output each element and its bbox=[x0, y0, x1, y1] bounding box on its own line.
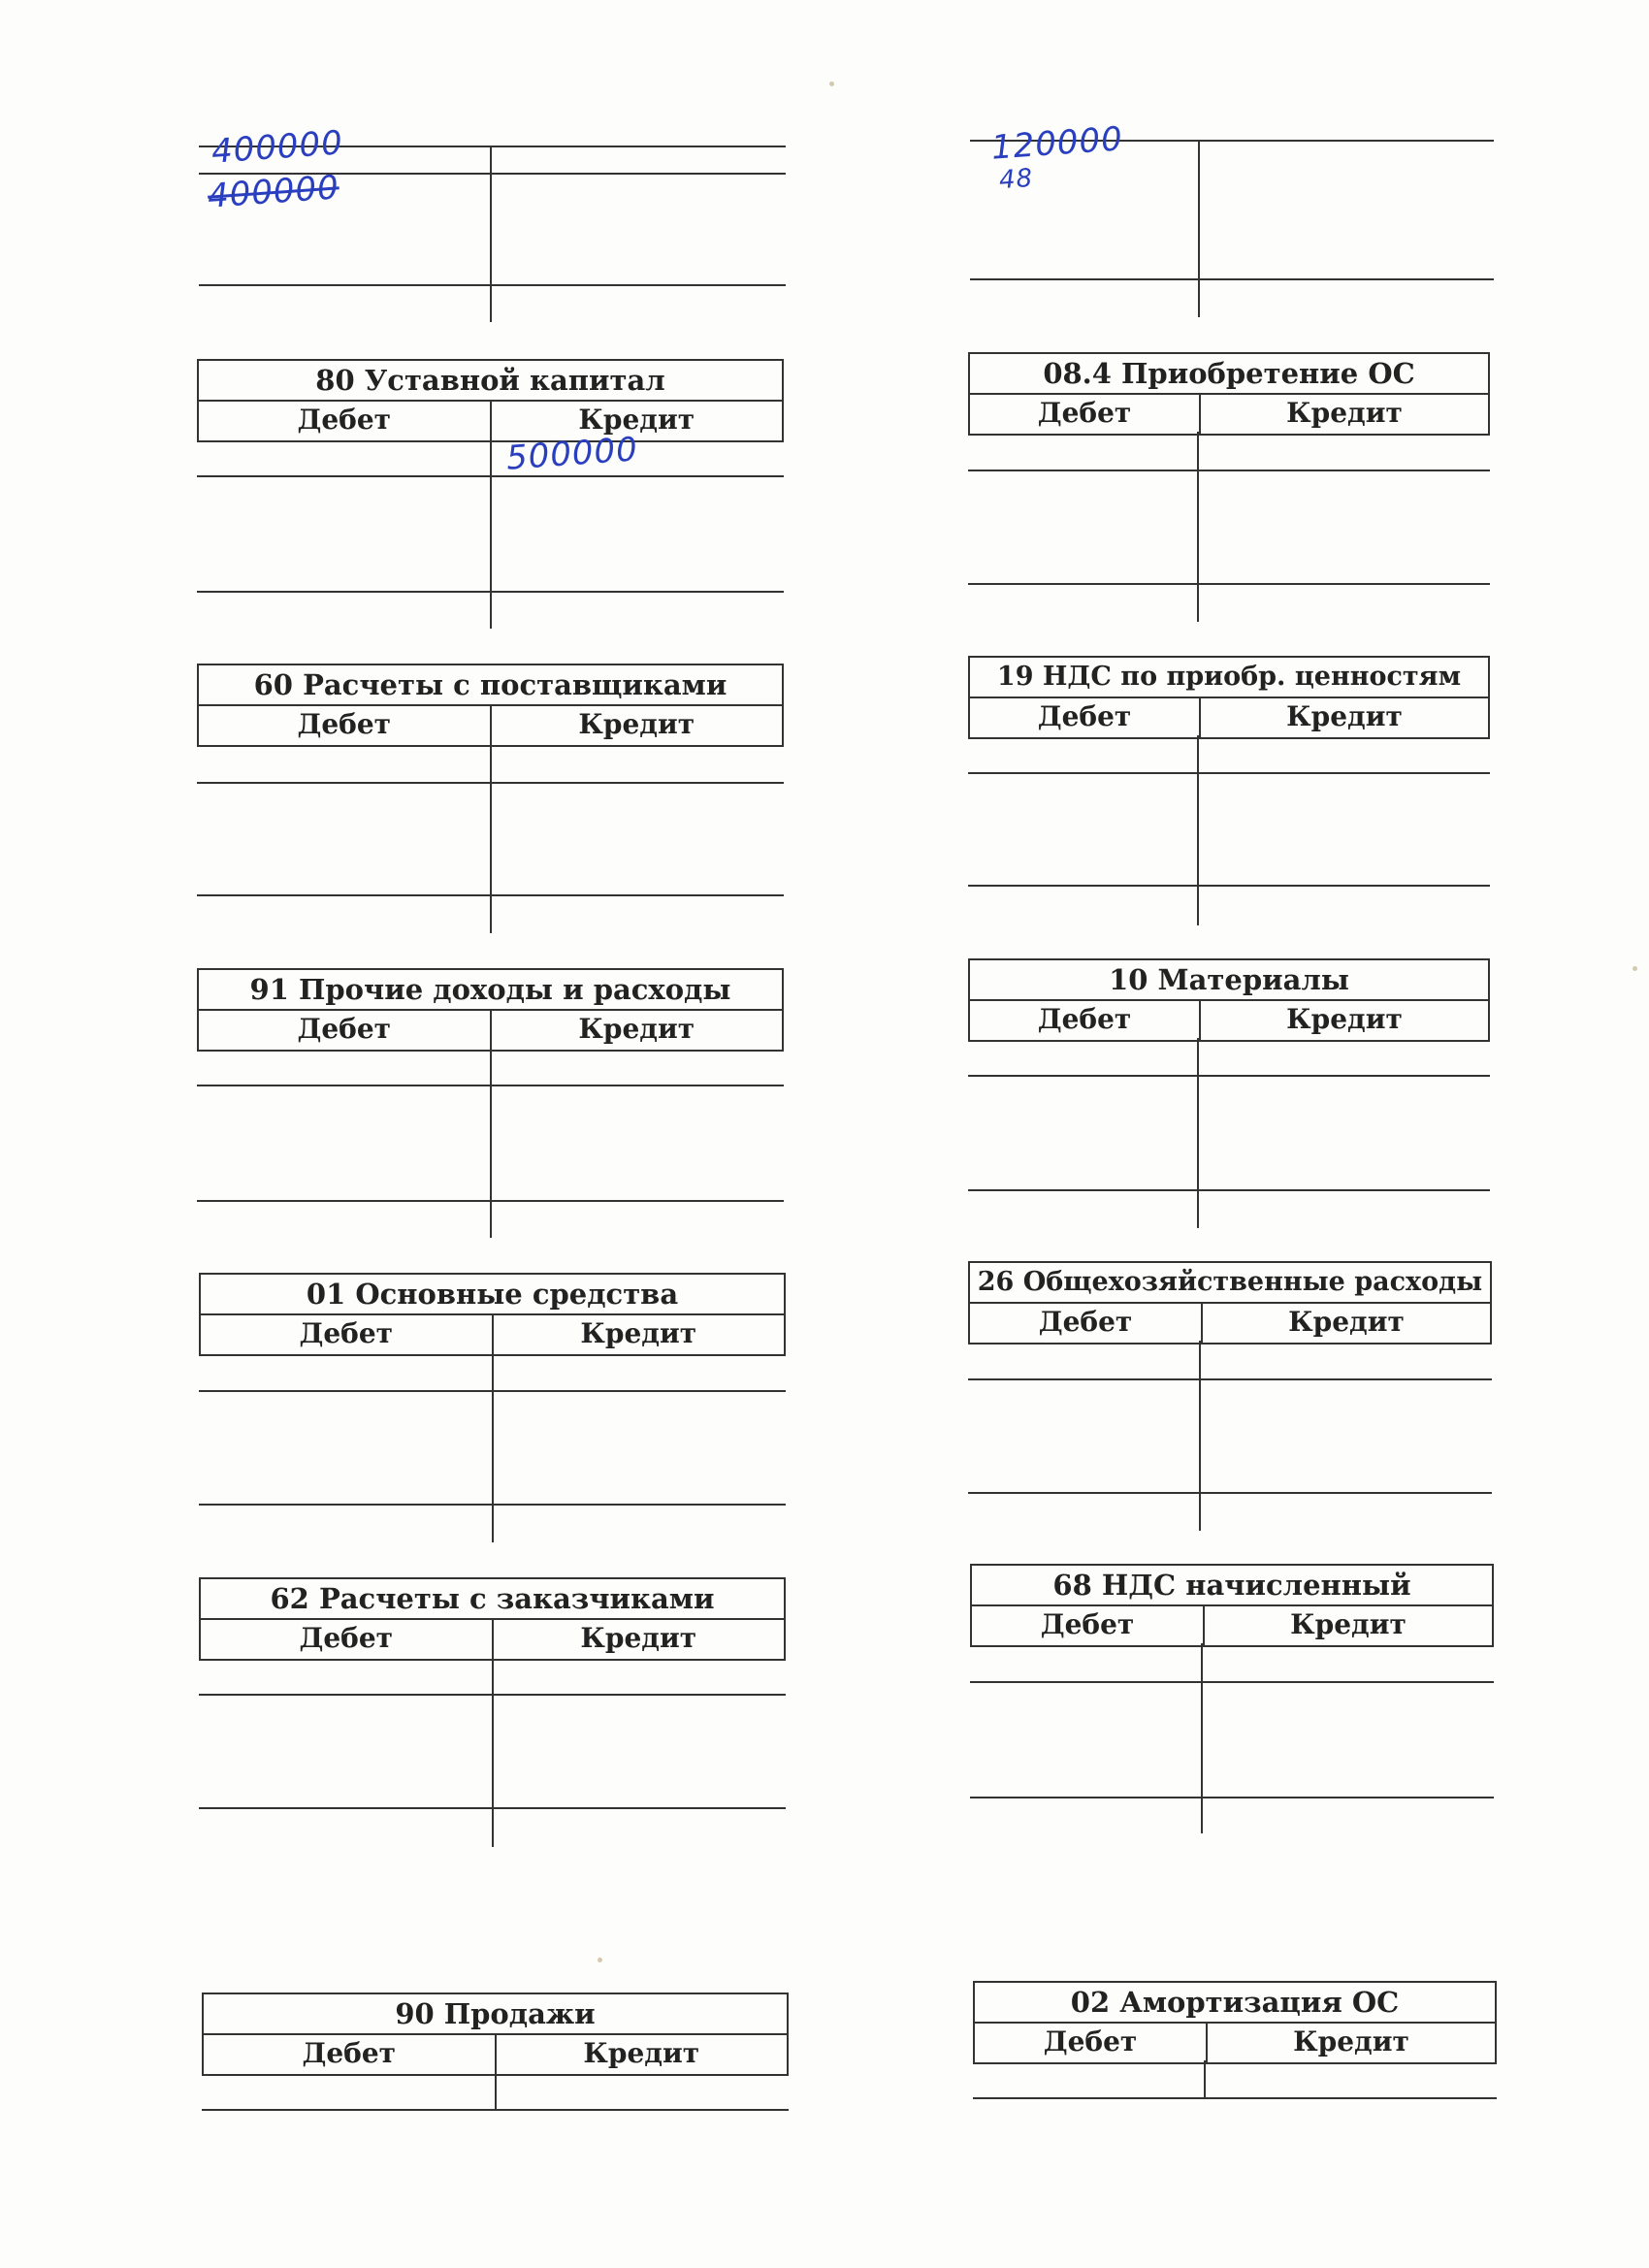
account-title: 91 Прочие доходы и расходы bbox=[199, 970, 782, 1011]
debit-label: Дебет bbox=[975, 2024, 1208, 2062]
credit-label: Кредит bbox=[580, 1317, 697, 1349]
scan-speck bbox=[1633, 966, 1637, 971]
scan-speck bbox=[598, 1958, 602, 1962]
account-title: 90 Продажи bbox=[204, 1994, 787, 2035]
credit-label: Кредит bbox=[1286, 397, 1403, 429]
debit-label: Дебет bbox=[970, 1001, 1201, 1040]
debit-label: Дебет bbox=[199, 706, 492, 745]
debit-label: Дебет bbox=[201, 1315, 494, 1354]
account-title: 62 Расчеты с заказчиками bbox=[201, 1579, 784, 1620]
credit-label: Кредит bbox=[578, 404, 695, 436]
debit-label: Дебет bbox=[204, 2035, 497, 2074]
account-title: 10 Материалы bbox=[970, 960, 1488, 1001]
credit-label: Кредит bbox=[1286, 700, 1403, 732]
debit-label: Дебет bbox=[970, 1304, 1203, 1343]
account-title: 80 Уставной капитал bbox=[199, 361, 782, 402]
debit-label: Дебет bbox=[972, 1606, 1205, 1645]
handwritten-amount: 120000 bbox=[989, 119, 1125, 168]
debit-label: Дебет bbox=[199, 1011, 492, 1050]
credit-label: Кредит bbox=[1290, 1608, 1406, 1640]
account-title: 60 Расчеты с поставщиками bbox=[199, 665, 782, 706]
debit-label: Дебет bbox=[201, 1620, 494, 1659]
credit-label: Кредит bbox=[578, 1013, 695, 1045]
account-title: 19 НДС по приобр. ценностям bbox=[970, 658, 1488, 698]
account-title: 68 НДС начисленный bbox=[972, 1566, 1492, 1606]
account-title: 02 Амортизация ОС bbox=[975, 1983, 1495, 2024]
account-title: 26 Общехозяйственные расходы bbox=[970, 1263, 1490, 1304]
credit-label: Кредит bbox=[583, 2037, 700, 2069]
debit-label: Дебет bbox=[199, 402, 492, 440]
account-title: 01 Основные средства bbox=[201, 1275, 784, 1315]
handwritten-amount: 400000 bbox=[210, 123, 345, 172]
scan-speck bbox=[829, 81, 834, 86]
handwritten-mark: 48 bbox=[997, 163, 1035, 196]
credit-label: Кредит bbox=[1286, 1003, 1403, 1035]
handwritten-credit-amount: 500000 bbox=[504, 430, 640, 478]
handwritten-struck-amount: 400000 bbox=[206, 168, 341, 216]
credit-label: Кредит bbox=[578, 708, 695, 740]
account-title: 08.4 Приобретение ОС bbox=[970, 354, 1488, 395]
credit-label: Кредит bbox=[1293, 2025, 1409, 2057]
debit-label: Дебет bbox=[970, 698, 1201, 737]
debit-label: Дебет bbox=[970, 395, 1201, 434]
credit-label: Кредит bbox=[1288, 1306, 1405, 1338]
credit-label: Кредит bbox=[580, 1622, 697, 1654]
